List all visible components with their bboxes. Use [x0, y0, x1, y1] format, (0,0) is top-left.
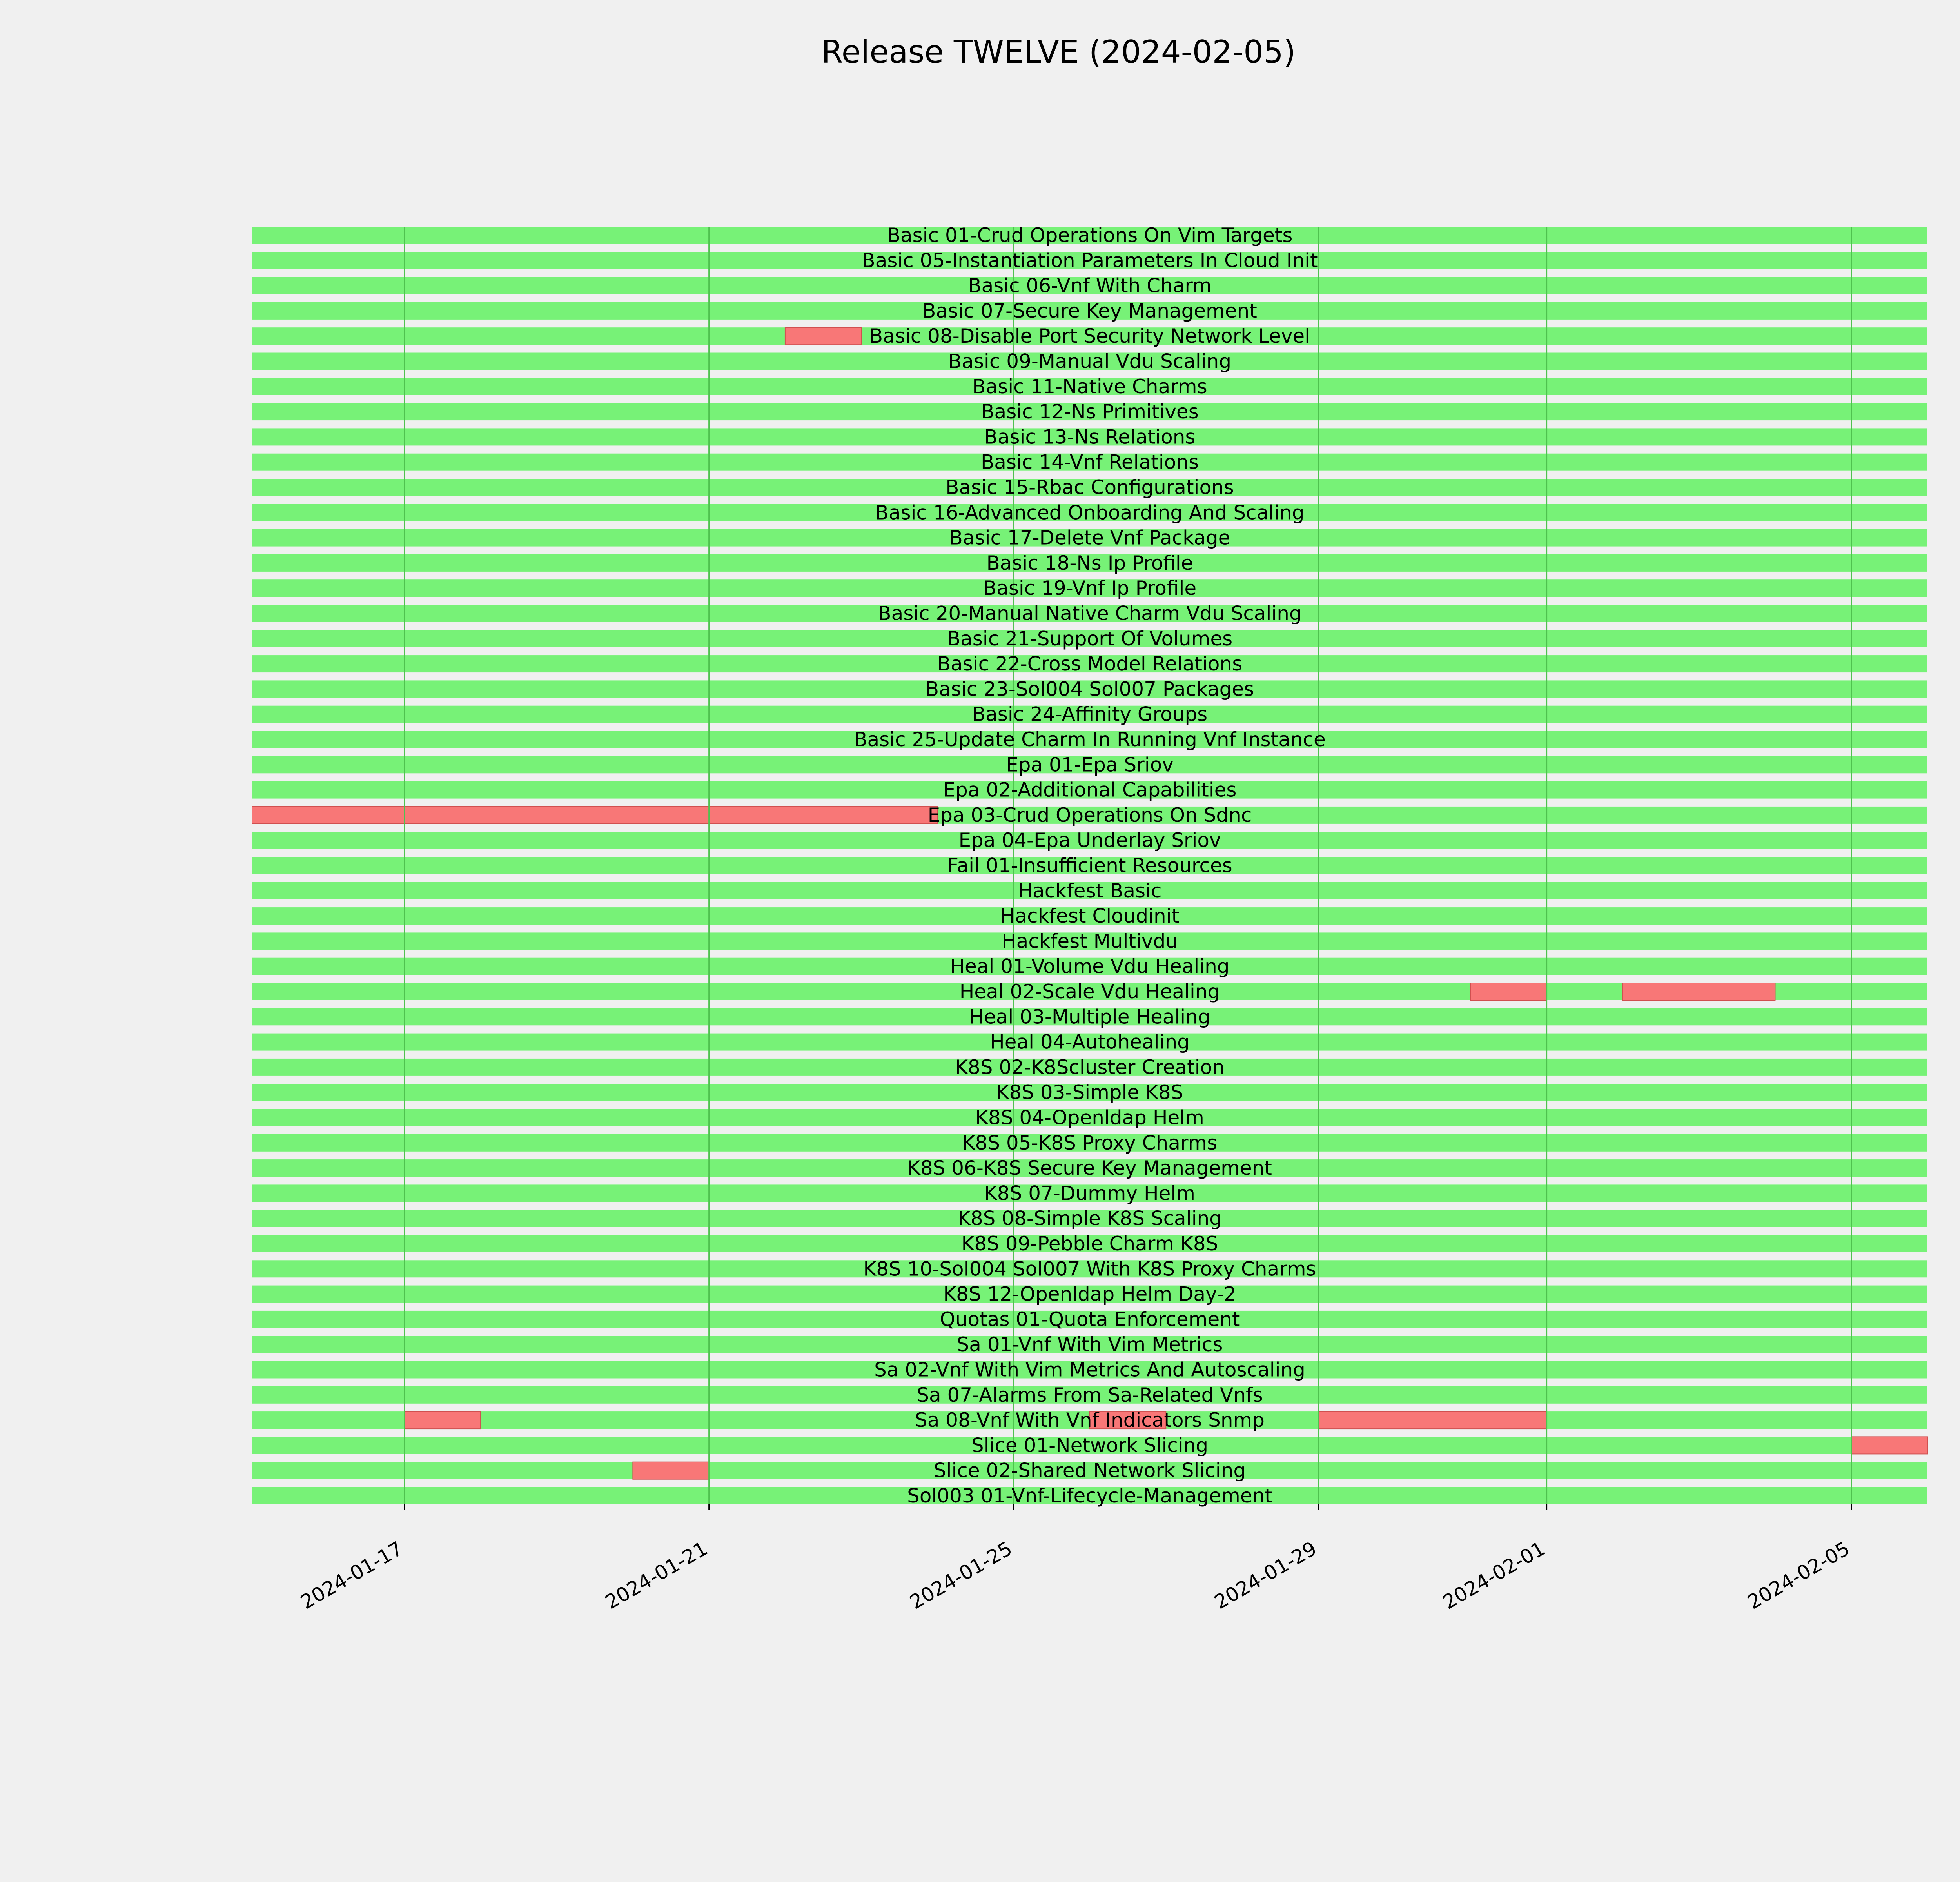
fail-bar [252, 807, 937, 824]
x-tick-label: 2024-01-21 [601, 1537, 711, 1614]
bar-label: Basic 22-Cross Model Relations [937, 652, 1243, 676]
fail-bar [1470, 983, 1546, 1000]
x-axis-ticks [297, 1504, 1854, 1614]
bar-label: Heal 02-Scale Vdu Healing [959, 980, 1220, 1003]
bar-label: Basic 24-Affinity Groups [972, 703, 1208, 726]
bar-label: Basic 09-Manual Vdu Scaling [948, 350, 1232, 373]
bar-label: Basic 16-Advanced Onboarding And Scaling [875, 501, 1305, 524]
bar-label: Slice 01-Network Slicing [971, 1434, 1209, 1457]
bar-label: K8S 02-K8Scluster Creation [955, 1055, 1225, 1079]
x-tick-label: 2024-01-29 [1210, 1537, 1321, 1614]
bar-label: Heal 03-Multiple Healing [969, 1005, 1210, 1028]
bar-label: Basic 12-Ns Primitives [981, 400, 1199, 423]
fail-bar [1851, 1437, 1927, 1454]
x-tick-label: 2024-01-25 [906, 1537, 1016, 1614]
bar-label: Sa 07-Alarms From Sa-Related Vnfs [916, 1383, 1263, 1406]
x-tick-label: 2024-02-05 [1744, 1537, 1854, 1614]
bar-label: K8S 06-K8S Secure Key Management [907, 1157, 1272, 1180]
bar-label: Basic 14-Vnf Relations [980, 451, 1199, 474]
bar-label: K8S 09-Pebble Charm K8S [961, 1232, 1218, 1255]
bar-label: K8S 12-Openldap Helm Day-2 [943, 1283, 1236, 1306]
bar-label: K8S 05-K8S Proxy Charms [962, 1131, 1218, 1154]
fail-bar [1623, 983, 1775, 1000]
bar-label: Basic 21-Support Of Volumes [947, 627, 1233, 650]
bar-label: Epa 02-Additional Capabilities [943, 778, 1237, 801]
bar-label: Epa 03-Crud Operations On Sdnc [927, 803, 1252, 827]
bar-label: Basic 13-Ns Relations [984, 425, 1196, 449]
x-tick-label: 2024-01-17 [296, 1537, 407, 1614]
bar-label: Slice 02-Shared Network Slicing [933, 1459, 1246, 1482]
fail-bar [405, 1412, 481, 1429]
bar-label: Basic 15-Rbac Configurations [946, 476, 1234, 499]
chart-title: Release TWELVE (2024-02-05) [821, 34, 1296, 70]
bar-label: Sa 08-Vnf With Vnf Indicators Snmp [915, 1409, 1265, 1432]
bar-label: Heal 01-Volume Vdu Healing [950, 955, 1230, 978]
bar-label: K8S 04-Openldap Helm [975, 1106, 1204, 1129]
bar-label: K8S 10-Sol004 Sol007 With K8S Proxy Charms [863, 1257, 1316, 1281]
bar-label: Heal 04-Autohealing [990, 1030, 1190, 1054]
bar-label: Hackfest Multivdu [1002, 930, 1178, 953]
bar-label: Basic 17-Delete Vnf Package [949, 526, 1230, 549]
bar-label: Sol003 01-Vnf-Lifecycle-Management [907, 1484, 1272, 1507]
bar-label: K8S 08-Simple K8S Scaling [958, 1207, 1222, 1230]
bar-label: Basic 01-Crud Operations On Vim Targets [887, 224, 1293, 247]
bar-label: Sa 01-Vnf With Vim Metrics [956, 1333, 1223, 1356]
fail-bar [785, 327, 861, 345]
bar-label: Basic 08-Disable Port Security Network Level [869, 325, 1310, 348]
bar-label: Basic 20-Manual Native Charm Vdu Scaling [878, 602, 1302, 625]
bar-label: K8S 07-Dummy Helm [984, 1182, 1195, 1205]
bar-label: Basic 19-Vnf Ip Profile [983, 577, 1197, 600]
bar-label: K8S 03-Simple K8S [996, 1081, 1183, 1104]
fail-bar [1318, 1412, 1547, 1429]
fail-bar [633, 1462, 709, 1479]
bar-label: Epa 01-Epa Sriov [1006, 753, 1174, 776]
bar-label: Sa 02-Vnf With Vim Metrics And Autoscaling [874, 1358, 1305, 1381]
bar-label: Basic 18-Ns Ip Profile [986, 551, 1193, 574]
bar-label: Hackfest Basic [1018, 879, 1162, 902]
bar-label: Basic 25-Update Charm In Running Vnf Instance [854, 728, 1326, 751]
bar-label: Basic 23-Sol004 Sol007 Packages [925, 678, 1254, 701]
bar-label: Basic 06-Vnf With Charm [968, 274, 1212, 297]
bar-label: Epa 04-Epa Underlay Sriov [958, 829, 1221, 852]
bar-label: Basic 07-Secure Key Management [922, 299, 1257, 322]
bar-label: Quotas 01-Quota Enforcement [940, 1308, 1240, 1331]
bar-label: Hackfest Cloudinit [1000, 905, 1180, 928]
bar-label: Fail 01-Insufficient Resources [947, 854, 1232, 877]
bar-label: Basic 05-Instantiation Parameters In Cloud Init [862, 249, 1318, 272]
x-tick-label: 2024-02-01 [1439, 1537, 1549, 1614]
bar-label: Basic 11-Native Charms [972, 375, 1207, 398]
